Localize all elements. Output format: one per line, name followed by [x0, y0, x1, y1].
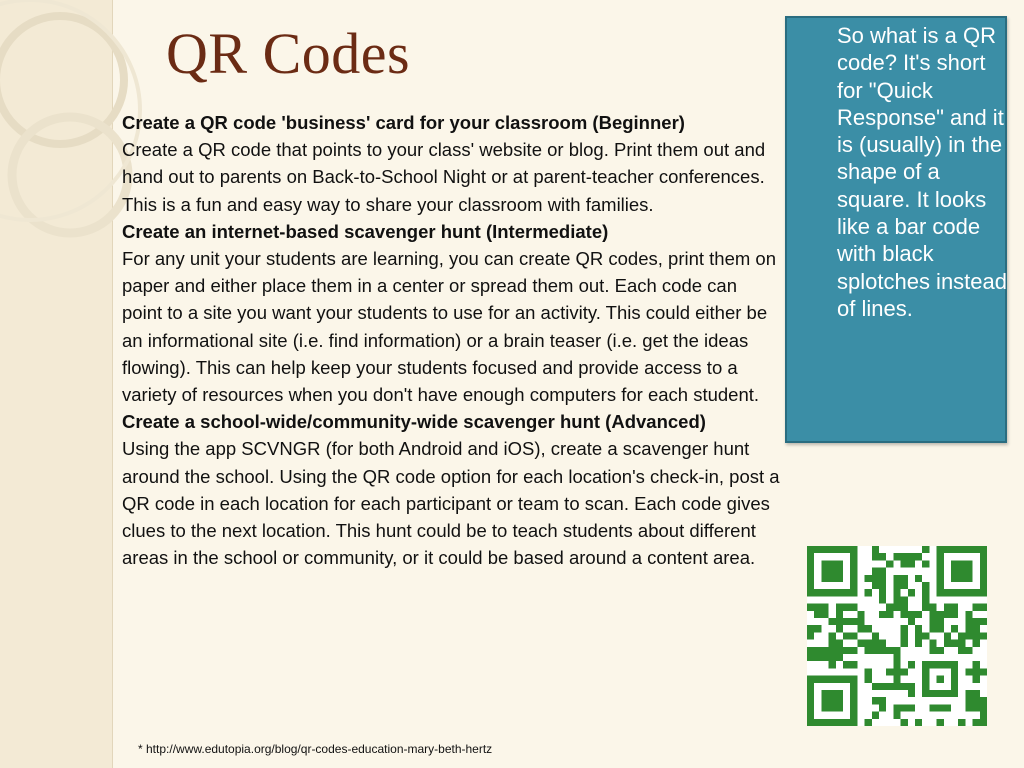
footnote-source-link[interactable]: * http://www.edutopia.org/blog/qr-codes-education-mary-beth-hertz [138, 742, 493, 756]
section-body: Using the app SCVNGR (for both Android and iOS), create a scavenger hunt around the school. Using the QR code option for each location's check-in, post a QR code in each location for each participant or team to scan. Each code gives clues to the next location. This hunt could be to teach students about different areas in the school or community, or it could be based around a content area. [122, 438, 780, 569]
section-heading: Create an internet-based scavenger hunt (Intermediate) [122, 220, 609, 242]
section-heading: Create a QR code 'business' card for your classroom (Beginner) [122, 112, 685, 133]
page-title: QR Codes [166, 21, 411, 86]
info-callout-box [785, 16, 1007, 443]
info-callout-text: So what is a QR code? It's short for "Quick Response" and it is (usually) in the shape of a square. It looks like a bar code with black splotches instead of lines. [837, 23, 1007, 321]
content-list [122, 109, 782, 571]
section-body: Create a QR code that points to your class' website or blog. Print them out and hand out to parents on Back-to-School Night or at parent-teacher conferences. This is a fun and easy way to share your classroom with families. [122, 139, 766, 215]
section-body: For any unit your students are learning, you can create QR codes, print them on paper and either place them in a center or spread them out. Each code can point to a site you want your students to use for an activity. This could either be an informational site (i.e. find information) or a brain teaser (i.e. get the ideas flowing). This can help keep your students focused and provide access to a variety of resources when you don't have enough computers for each student. [122, 248, 777, 406]
qr-code-icon [807, 546, 987, 726]
left-decorative-strip [0, 0, 113, 768]
section-heading: Create a school-wide/community-wide scavenger hunt (Advanced) [122, 411, 706, 433]
